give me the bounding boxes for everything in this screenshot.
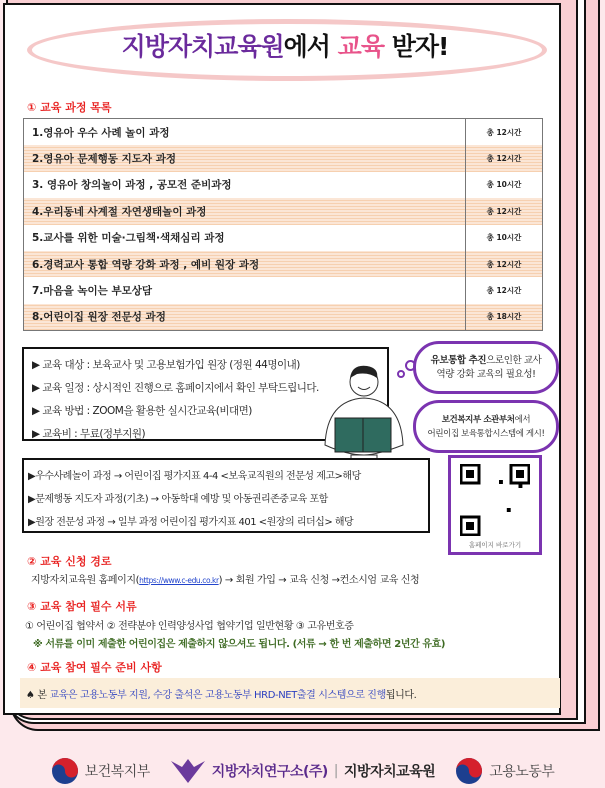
course-name: 8.어린이집 원장 전문성 과정 [24,304,466,330]
course-name: 4.우리동네 사계절 자연생태놀이 과정 [24,198,466,224]
course-name: 7.마음을 녹이는 부모상담 [24,277,466,303]
notice-text: ♠ 본 [26,690,50,701]
bubble-text: 에서 [514,414,531,425]
notice-highlight: 교육은 고용노동부 지원, 수강 출석은 고용노동부 HRD-NET출결 시스템으로 진행 [49,690,386,701]
documents-note: ※ 서류를 이미 제출한 어린이집은 제출하지 않으셔도 됩니다. (서류 → 한 번 제출하면 2년간 유효) [33,639,446,650]
bubble-text: 으로인한 교사 [486,354,542,366]
prep-notice [20,678,560,708]
info-target: ▶ 교육 대상 : 보육교사 및 고용보험가입 원장 (정원 44명이내) [32,359,300,371]
mohw-logo-text: 보건복지부 [84,764,150,780]
academy-logo-text: 지방자치교육원 [344,764,436,780]
course-hours: 총 12시간 [486,259,522,269]
required-documents: ① 어린이집 협약서 ② 전략분야 인력양성사업 협약기업 일반현황 ③ 고유번호증 [25,621,354,632]
bubble-ministry [413,400,559,453]
moel-emblem-icon [455,757,483,785]
title-text-end: 받자! [383,32,449,61]
notice-text: 됩니다. [385,690,417,701]
section-prep-heading: ④ 교육 참여 필수 준비 사항 [27,661,162,674]
bubble-bold: 보건복지부 소관부처 [441,414,515,425]
info-method: ▶ 교육 방법 : ZOOM을 활용한 실시간교육(비대면) [32,405,252,417]
bubble-bold: 유보통합 추진 [430,354,487,366]
note-item: ▶문제행동 지도자 과정(기초) → 아동학대 예방 및 아동권리존중교육 포함 [28,494,328,505]
course-hours: 총 12시간 [486,154,522,164]
course-row [24,304,542,330]
note-item: ▶원장 전문성 과정 → 일부 과정 어린이집 평가지표 401 <원장의 리더십> 해당 [28,517,354,528]
qr-caption: 홈페이지 바로가기 [468,541,522,549]
page-title [5,27,565,63]
course-name: 5.교사를 위한 미술·그림책·색채심리 과정 [24,225,466,251]
title-org: 지방자치교육원 [121,32,284,61]
course-hours: 총 12시간 [486,206,522,216]
bubble-text: 어린이집 보육통합시스템에 게시! [427,428,545,439]
course-notes-box [22,458,430,533]
info-schedule: ▶ 교육 일정 : 상시적인 진행으로 홈페이지에서 확인 부탁드립니다. [32,382,319,394]
moel-logo-text: 고용노동부 [489,764,555,780]
bubble-integration [413,341,559,394]
course-row [24,251,542,277]
apply-path [31,571,419,586]
course-row [24,198,542,224]
course-hours: 총 12시간 [486,127,522,137]
course-row [24,172,542,198]
apply-text: 지방자치교육원 홈페이지( [31,575,140,586]
thought-dot-icon [397,370,405,378]
title-highlight: 교육 [337,32,384,61]
course-row [24,145,542,171]
course-name: 6.경력교사 통합 역량 강화 과정 , 예비 원장 과정 [24,251,466,277]
course-hours: 총 18시간 [486,312,522,322]
qr-code-link[interactable] [448,455,542,555]
footer-divider: | [333,763,339,779]
section-apply-heading: ② 교육 신청 경로 [27,555,112,568]
mohw-emblem-icon [51,757,79,785]
apply-text: ) → 회원 가입 → 교육 신청 →컨소시엄 교육 신청 [218,575,420,586]
footer-logos [0,755,605,787]
qr-code-icon [460,464,530,536]
course-hours: 총 10시간 [486,180,522,190]
course-row [24,277,542,303]
course-table [23,118,543,331]
bubble-text: 역량 강화 교육의 필요성! [436,368,536,380]
info-fee: ▶ 교육비 : 무료(정부지원) [32,428,146,440]
course-hours: 총 12시간 [486,286,522,296]
course-name: 3. 영유아 창의놀이 과정 , 공모전 준비과정 [24,172,466,198]
title-text: 에서 [283,32,338,61]
section-course-list-heading: ① 교육 과정 목록 [27,101,112,114]
institute-logo-text: 지방자치연구소(주) [211,764,328,780]
homepage-link[interactable]: https://www.c-edu.co.kr [139,576,219,585]
note-item: ▶우수사례놀이 과정 → 어린이집 평가지표 4-4 <보육교직원의 전문성 제고>해당 [28,471,361,482]
flyer-page [3,3,561,715]
course-name: 1.영유아 우수 사례 놀이 과정 [24,119,466,145]
course-row [24,225,542,251]
course-row [24,119,542,145]
section-documents-heading: ③ 교육 참여 필수 서류 [27,600,137,613]
course-name: 2.영유아 문제행동 지도자 과정 [24,145,466,171]
course-hours: 총 10시간 [486,233,522,243]
institute-wings-icon [170,757,206,785]
